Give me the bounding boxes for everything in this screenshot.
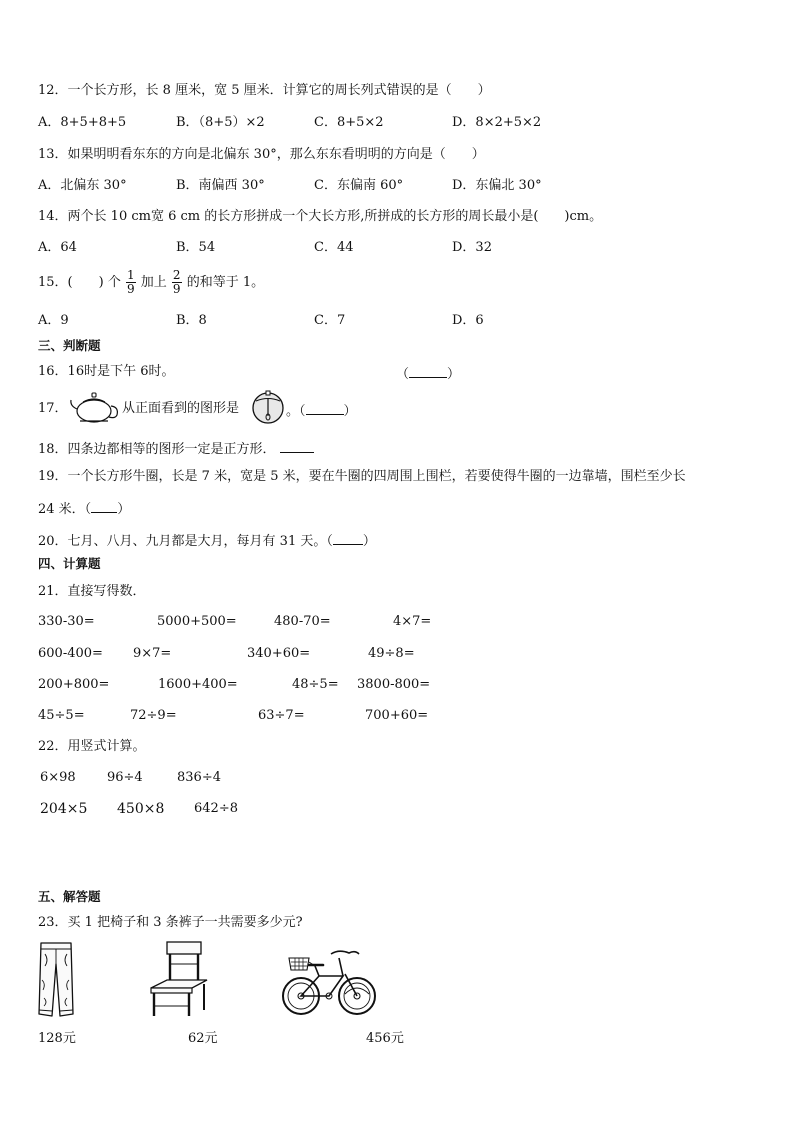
question-19-line-1: 19．一个长方形牛圈，长是 7 米，宽是 5 米，要在牛圈的四周围上围栏，若要使得牛圈的一边靠墙，围栏至少长 [38,469,686,484]
vertical-calc-item: 96÷4 [107,770,143,785]
calc-item: 45÷5= [38,708,85,723]
question-13-option-b: B．南偏西 30° [176,178,265,193]
question-12-option-d: D．8×2+5×2 [452,115,542,130]
calc-item: 5000+500= [157,614,237,629]
question-23-stem: 23．买 1 把椅子和 3 条裤子一共需要多少元? [38,915,303,930]
calc-item: 330-30= [38,614,95,629]
question-19-line-2 [38,498,130,519]
calc-item: 340+60= [247,646,311,661]
vertical-calc-item: 204×5 [40,801,88,817]
question-14-option-b: B．54 [176,240,216,255]
question-17-prefix: 17． [38,401,68,416]
calc-item: 1600+400= [158,677,238,692]
vertical-calc-item: 450×8 [117,801,165,817]
question-12-option-a: A．8+5+8+5 [38,115,127,130]
calc-item: 480-70= [274,614,331,629]
question-22-stem: 22．用竖式计算。 [38,739,146,754]
question-14-stem: 14．两个长 10 cm宽 6 cm 的长方形拼成一个大长方形,所拼成的长方形的周长最小是( )cm。 [38,209,603,224]
question-19-stem-end: 24 米．（ [38,502,92,517]
calc-item: 72÷9= [130,708,177,723]
question-13-option-c: C．东偏南 60° [314,178,404,193]
question-12-option-b: B．（8+5）×2 [176,115,265,130]
fraction-denominator: 9 [172,282,181,296]
paren-close: ） [117,502,131,517]
question-18-stem: 18．四条边都相等的图形一定是正方形． [38,442,276,457]
question-20-text [38,530,376,551]
question-15-stem-c: 的和等于 1。 [186,275,265,290]
calc-item: 9×7= [133,646,172,661]
section-3-title: 三、判断题 [38,338,101,353]
pants-icon [36,940,76,1018]
question-14-option-a: A．64 [38,240,77,255]
question-12-stem: 12．一个长方形，长 8 厘米，宽 5 厘米．计算它的周长列式错误的是（ ） [38,83,491,98]
calc-item: 700+60= [365,708,429,723]
pants-price: 128元 [38,1031,76,1046]
question-16-text: 16．16时是下午 6时。 [38,364,175,379]
question-15-option-a: A．9 [38,313,69,328]
question-14-option-d: D．32 [452,240,492,255]
question-15-stem-a: 15．( ) 个 [38,275,121,290]
question-15-option-d: D．6 [452,313,484,328]
question-16-answer [396,363,460,384]
chair-price: 62元 [188,1031,218,1046]
answer-blank[interactable] [91,498,117,513]
paren-open: 。（ [286,404,306,419]
question-15-stem [38,266,264,300]
question-17-text: 从正面看到的图形是 [122,401,240,416]
question-15-option-b: B．8 [176,313,207,328]
fraction-denominator: 9 [126,282,135,296]
paren-close: ） [447,367,461,382]
bicycle-price: 456元 [366,1031,404,1046]
question-13-option-d: D．东偏北 30° [452,178,542,193]
calc-item: 600-400= [38,646,103,661]
question-17-answer [286,400,357,421]
question-13-stem: 13．如果明明看东东的方向是北偏东 30°，那么东东看明明的方向是（ ） [38,147,485,162]
section-4-title: 四、计算题 [38,556,101,571]
chair-icon [148,940,210,1018]
paren-close: ） [362,534,376,549]
question-20-stem: 20．七月、八月、九月都是大月，每月有 31 天。（ [38,534,333,549]
calc-item: 4×7= [393,614,432,629]
question-15-option-c: C．7 [314,313,346,328]
question-13-option-a: A．北偏东 30° [38,178,127,193]
answer-blank[interactable] [306,400,344,415]
calc-item: 3800-800= [357,677,431,692]
calc-item: 48÷5= [292,677,339,692]
vertical-calc-item: 6×98 [40,770,76,785]
answer-blank[interactable] [409,363,447,378]
calc-item: 63÷7= [258,708,305,723]
section-5-title: 五、解答题 [38,889,101,904]
question-15-stem-b: 加上 [140,275,167,290]
fraction-one-ninth [126,269,136,296]
fraction-numerator: 1 [126,268,135,282]
teapot-icon [68,390,120,424]
answer-blank[interactable] [333,530,363,545]
vertical-calc-item: 642÷8 [194,801,238,816]
calc-item: 200+800= [38,677,110,692]
answer-blank[interactable] [280,438,314,453]
question-14-option-c: C．44 [314,240,354,255]
teapot-front-view-icon [250,389,286,425]
question-18-text [38,438,314,459]
bicycle-icon [279,944,379,1020]
fraction-numerator: 2 [172,268,181,282]
question-12-option-c: C．8+5×2 [314,115,384,130]
question-21-stem: 21．直接写得数． [38,584,146,599]
vertical-calc-item: 836÷4 [177,770,221,785]
paren-close: ） [343,404,357,419]
calc-item: 49÷8= [368,646,415,661]
fraction-two-ninths [172,269,182,296]
paren-open: （ [396,367,410,382]
